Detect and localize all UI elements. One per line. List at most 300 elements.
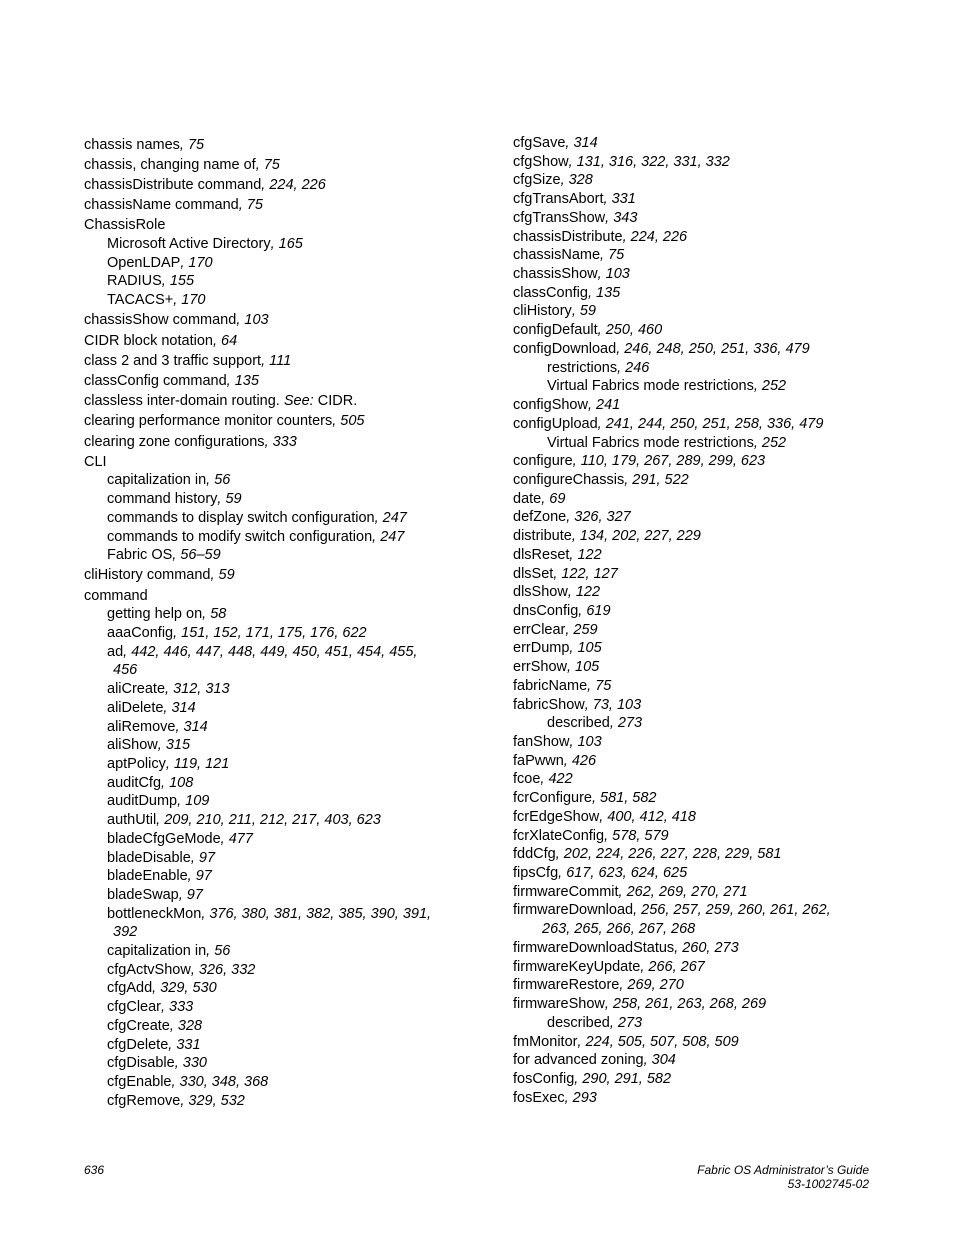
index-entry	[84, 196, 484, 215]
page-references: , 343	[605, 209, 638, 226]
index-entry	[84, 680, 484, 699]
index-term: cfgSize	[513, 172, 561, 189]
index-entry	[513, 377, 893, 396]
index-entry	[513, 920, 893, 939]
index-term: fcrEdgeShow	[513, 808, 600, 825]
index-entry	[84, 412, 484, 431]
index-entry	[513, 171, 893, 190]
page-references: , 266, 267	[640, 958, 705, 975]
index-term: for advanced zoning	[513, 1052, 644, 1069]
index-term: errClear	[513, 621, 566, 638]
index-entry	[84, 755, 484, 774]
index-entry	[513, 621, 893, 640]
page-references: , 224, 226	[261, 176, 326, 193]
index-entry	[84, 311, 484, 330]
page-references: , 330	[174, 1055, 207, 1072]
page-references: , 209, 210, 211, 212, 217, 403, 623	[156, 812, 381, 829]
page-references: 456	[113, 662, 138, 679]
index-entry	[513, 471, 893, 490]
index-term: aptPolicy	[107, 756, 166, 772]
index-term: fanShow	[513, 734, 570, 750]
index-entry	[513, 321, 893, 340]
index-term: Virtual Fabrics mode restrictions	[547, 434, 754, 451]
index-term: CIDR block notation	[84, 332, 213, 349]
page-references: , 122, 127	[553, 565, 618, 582]
index-term: auditCfg	[107, 774, 162, 791]
index-term: classConfig	[513, 284, 588, 301]
index-term: cfgClear	[107, 999, 161, 1016]
page-references: , 69	[541, 490, 566, 507]
index-entry	[513, 864, 893, 883]
index-term: cfgEnable	[107, 1073, 172, 1090]
page-references: , 122	[567, 584, 601, 601]
index-entry	[513, 359, 893, 378]
page-references: , 135	[226, 372, 259, 389]
index-entry	[84, 392, 484, 411]
index-entry	[84, 1017, 484, 1036]
page-references: , 75	[587, 677, 612, 694]
index-term: faPwwn	[513, 752, 564, 769]
index-entry	[84, 433, 484, 452]
index-term: dnsConfig	[513, 602, 579, 619]
index-term: dlsShow	[513, 584, 568, 601]
index-entry	[84, 216, 484, 235]
index-term: bottleneckMon	[107, 905, 202, 922]
page-references: , 315	[157, 737, 191, 754]
page-references: , 97	[178, 886, 203, 903]
index-entry	[84, 961, 484, 980]
page-references: , 581, 582	[591, 790, 657, 807]
index-entry	[84, 176, 484, 195]
index-term: configureChassis	[513, 471, 625, 488]
index-term: CLI	[84, 453, 107, 470]
page-references: , 619	[578, 602, 611, 619]
index-entry	[84, 1054, 484, 1073]
index-entry	[513, 134, 893, 153]
page-references: , 165	[270, 236, 303, 253]
index-entry	[513, 602, 893, 621]
index-entry	[513, 265, 893, 284]
index-entry	[513, 939, 893, 958]
page-references: , 422	[540, 771, 573, 788]
index-term: aliDelete	[107, 699, 164, 716]
page-references: , 131, 316, 322, 331, 332	[568, 153, 730, 170]
page-references: , 250, 460	[597, 322, 663, 339]
index-entry	[513, 639, 893, 658]
index-term: firmwareDownloadStatus	[513, 939, 675, 956]
page-references: , 304	[643, 1052, 676, 1069]
page-references: , 122	[569, 546, 602, 563]
page-references: , 314	[163, 699, 196, 716]
page-references: , 108	[161, 774, 194, 791]
index-term: errDump	[513, 640, 570, 657]
page-references: , 56	[206, 472, 231, 489]
index-term: cfgTransAbort	[513, 191, 604, 208]
page-references: , 241	[587, 397, 621, 414]
page-references: , 312, 313	[165, 681, 230, 698]
page-references: , 273	[609, 1014, 643, 1031]
index-term: described	[547, 1014, 610, 1031]
page-references: , 59	[571, 303, 596, 320]
index-entry	[513, 452, 893, 471]
page-references: , 314	[565, 135, 598, 151]
page-references: , 426	[563, 752, 597, 769]
index-entry	[84, 546, 484, 565]
page-references: , 376, 380, 381, 382, 385, 390, 391,	[201, 905, 432, 922]
page-references: , 314	[175, 718, 208, 735]
index-term: commands to modify switch configuration	[107, 528, 373, 545]
index-term: Microsoft Active Directory	[107, 236, 271, 253]
index-entry	[513, 546, 893, 565]
index-term: cfgSave	[513, 135, 566, 151]
index-term: bladeCfgGeMode	[107, 830, 221, 847]
index-entry	[84, 605, 484, 624]
index-term: restrictions	[547, 359, 618, 376]
index-entry	[513, 770, 893, 789]
index-entry	[84, 471, 484, 490]
index-entry	[84, 528, 484, 547]
page-references: , 155	[161, 273, 195, 290]
page-references: , 262, 269, 270, 271	[618, 883, 748, 900]
doc-number: 53-1002745-02	[787, 1177, 869, 1191]
index-term: chassis names	[84, 136, 180, 153]
page-references: , 170	[180, 254, 213, 271]
page-references: , 246, 248, 250, 251, 336, 479	[616, 340, 810, 357]
index-entry	[513, 527, 893, 546]
page-references: , 224, 505, 507, 508, 509	[577, 1033, 739, 1050]
index-term: fmMonitor	[513, 1033, 578, 1050]
index-entry	[84, 979, 484, 998]
index-entry	[84, 718, 484, 737]
page-references: , 105	[567, 659, 600, 676]
index-entry	[84, 661, 484, 680]
index-entry	[513, 340, 893, 359]
index-entry	[513, 302, 893, 321]
index-term: authUtil	[107, 812, 157, 829]
index-column-right	[513, 134, 893, 1107]
page-references: , 247	[374, 509, 407, 526]
page-references: , 109	[177, 793, 210, 810]
index-entry	[513, 508, 893, 527]
index-term: bladeSwap	[107, 886, 179, 903]
index-term: commands to display switch configuration	[107, 509, 375, 526]
page-references: , 246	[617, 359, 650, 376]
page-references: , 97	[187, 868, 212, 885]
see-target: CIDR.	[317, 393, 358, 410]
index-entry	[84, 942, 484, 961]
page-references: , 135	[587, 284, 621, 301]
index-entry	[84, 509, 484, 528]
index-term: described	[547, 715, 610, 732]
index-term: cfgCreate	[107, 1017, 170, 1034]
index-entry	[84, 905, 484, 924]
index-entry	[513, 901, 893, 920]
index-term: firmwareKeyUpdate	[513, 958, 641, 975]
index-term: chassisShow	[513, 266, 598, 283]
index-entry	[84, 1036, 484, 1055]
index-term: clearing performance monitor counters	[84, 413, 333, 430]
index-term: firmwareDownload	[513, 902, 634, 919]
index-entry	[513, 677, 893, 696]
index-term: cliHistory command	[84, 567, 211, 584]
book-title: Fabric OS Administrator’s Guide	[697, 1163, 869, 1177]
page-references: , 75	[179, 136, 205, 153]
page-references: , 260, 273	[674, 939, 739, 956]
index-term: clearing zone configurations	[84, 433, 265, 450]
index-term: cfgShow	[513, 153, 569, 170]
index-entry	[513, 976, 893, 995]
page-references: , 202, 224, 226, 227, 228, 229, 581	[555, 846, 782, 863]
index-entry	[513, 733, 893, 752]
index-entry	[84, 923, 484, 942]
index-entry	[84, 352, 484, 371]
index-entry	[84, 490, 484, 509]
index-term: cfgActvShow	[107, 961, 191, 978]
page-references: , 59	[210, 567, 235, 584]
page-references: , 269, 270	[619, 977, 684, 994]
page-references: 263, 265, 266, 267, 268	[542, 921, 696, 938]
index-term: fosExec	[513, 1089, 565, 1106]
index-term: configDefault	[513, 322, 598, 339]
page-references: , 56–59	[172, 547, 221, 564]
index-term: command	[84, 587, 148, 604]
index-term: cfgDisable	[107, 1055, 175, 1072]
index-entry	[84, 156, 484, 175]
index-entry	[513, 658, 893, 677]
page-references: , 111	[261, 352, 292, 369]
page-references: , 56	[206, 943, 231, 960]
index-entry	[84, 998, 484, 1017]
see-reference: See:	[283, 393, 314, 410]
page-references: , 256, 257, 259, 260, 261, 262,	[633, 902, 831, 919]
page-number: 636	[84, 1163, 105, 1177]
index-term: cfgTransShow	[513, 209, 606, 226]
page-references: 392	[113, 924, 138, 941]
page-references: , 326, 327	[566, 509, 631, 526]
index-entry	[84, 587, 484, 606]
page-references: , 59	[217, 491, 242, 508]
index-entry	[84, 792, 484, 811]
index-entry	[513, 808, 893, 827]
page-references: , 293	[564, 1089, 597, 1106]
index-term: configDownload	[513, 340, 617, 357]
index-entry	[84, 830, 484, 849]
index-entry	[84, 624, 484, 643]
page-references: , 75	[255, 156, 280, 173]
page-references: , 329, 532	[180, 1092, 245, 1109]
index-term: aliCreate	[107, 681, 166, 698]
index-entry	[513, 752, 893, 771]
page-references: , 103	[597, 266, 630, 283]
page-references: , 328	[560, 172, 593, 189]
index-term: chassisDistribute command	[84, 176, 262, 193]
page-references: , 331	[603, 191, 636, 208]
index-entry	[84, 291, 484, 310]
index-entry	[513, 1051, 893, 1070]
index-term: defZone	[513, 509, 567, 526]
index-entry	[84, 272, 484, 291]
index-entry	[513, 153, 893, 172]
index-term: cfgAdd	[107, 980, 153, 997]
index-term: fcoe	[513, 771, 541, 788]
index-entry	[84, 1073, 484, 1092]
index-column-left	[84, 134, 484, 1110]
index-entry	[513, 845, 893, 864]
index-term: date	[513, 490, 542, 507]
index-term: fosConfig	[513, 1070, 575, 1087]
index-entry	[84, 867, 484, 886]
page-references: , 505	[332, 413, 365, 430]
index-term: RADIUS	[107, 273, 162, 290]
page-references: , 273	[609, 715, 643, 732]
index-term: ChassisRole	[84, 217, 166, 234]
index-entry	[513, 246, 893, 265]
index-entry	[513, 789, 893, 808]
index-entry	[513, 1070, 893, 1089]
index-entry	[513, 696, 893, 715]
index-entry	[513, 1033, 893, 1052]
page-references: , 170	[173, 292, 206, 309]
page-references: , 578, 579	[604, 827, 669, 844]
page-references: , 224, 226	[622, 228, 688, 245]
index-entry	[513, 434, 893, 453]
index-entry	[84, 811, 484, 830]
index-entry	[513, 583, 893, 602]
page-references: , 617, 623, 624, 625	[558, 865, 688, 882]
index-term: Fabric OS	[107, 547, 173, 564]
index-term: TACACS+	[107, 292, 174, 309]
page-references: , 252	[753, 378, 787, 395]
page-references: , 400, 412, 418	[599, 808, 696, 825]
index-term: firmwareCommit	[513, 883, 619, 900]
index-term: distribute	[513, 528, 572, 545]
index-term: bladeEnable	[107, 868, 188, 885]
index-term: cfgDelete	[107, 1036, 169, 1053]
page-references: , 328	[169, 1017, 203, 1034]
index-entry	[84, 332, 484, 351]
index-entry	[513, 995, 893, 1014]
page-references: , 259	[565, 621, 598, 638]
index-term: chassisName command	[84, 197, 239, 214]
index-entry	[513, 490, 893, 509]
index-term: fcrXlateConfig	[513, 827, 605, 844]
page-references: , 105	[569, 640, 602, 657]
index-term: chassisName	[513, 247, 601, 264]
index-entry	[84, 643, 484, 662]
index-term: fcrConfigure	[513, 790, 592, 807]
index-term: bladeDisable	[107, 849, 191, 866]
index-entry	[84, 372, 484, 391]
index-entry	[513, 284, 893, 303]
page-references: , 73, 103	[584, 696, 642, 713]
index-term: cfgRemove	[107, 1092, 181, 1109]
index-entry	[513, 883, 893, 902]
index-entry	[513, 415, 893, 434]
index-term: capitalization in	[107, 472, 207, 489]
index-entry	[84, 774, 484, 793]
index-term: firmwareRestore	[513, 977, 620, 994]
index-term: OpenLDAP	[107, 254, 181, 271]
page-references: , 290, 291, 582	[574, 1070, 672, 1087]
index-term: aliRemove	[107, 718, 176, 735]
index-term: auditDump	[107, 793, 178, 810]
index-term: dlsSet	[513, 565, 554, 582]
index-term: getting help on	[107, 606, 203, 623]
page-references: , 103	[569, 734, 602, 750]
page-references: , 103	[236, 312, 269, 329]
index-term: class 2 and 3 traffic support	[84, 352, 262, 369]
page-references: , 75	[600, 247, 625, 264]
index-entry	[513, 1014, 893, 1033]
page-references: , 247	[372, 528, 405, 545]
index-entry	[513, 827, 893, 846]
index-term: aliShow	[107, 737, 158, 754]
page-references: , 58	[202, 606, 227, 623]
index-entry	[513, 190, 893, 209]
page-references: , 134, 202, 227, 229	[571, 528, 701, 545]
index-term: fabricName	[513, 677, 588, 694]
index-term: command history	[107, 491, 218, 508]
index-term: cliHistory	[513, 303, 572, 320]
index-term: classConfig command	[84, 372, 227, 389]
footer-doc-info	[697, 1163, 869, 1191]
page-references: , 291, 522	[624, 471, 689, 488]
index-entry	[84, 235, 484, 254]
page-references: , 64	[212, 332, 238, 349]
index-entry	[513, 958, 893, 977]
index-entry	[84, 736, 484, 755]
index-entry	[513, 565, 893, 584]
index-term: configShow	[513, 397, 588, 414]
page-references: , 241, 244, 250, 251, 258, 336, 479	[597, 415, 824, 432]
index-entry	[513, 228, 893, 247]
index-entry	[84, 566, 484, 585]
page-references: , 75	[238, 197, 263, 214]
page-references: , 252	[753, 434, 787, 451]
index-term: fabricShow	[513, 696, 585, 713]
page-references: , 477	[220, 830, 253, 847]
index-term: chassisShow command	[84, 312, 237, 329]
index-term: chassisDistribute	[513, 228, 623, 245]
index-entry	[513, 1089, 893, 1108]
page-references: , 333	[264, 433, 297, 450]
page-references: , 119, 121	[165, 756, 230, 772]
index-entry	[84, 886, 484, 905]
page-references: , 442, 446, 447, 448, 449, 450, 451, 454, 455,	[123, 643, 418, 660]
index-term: errShow	[513, 659, 567, 676]
index-entry	[513, 714, 893, 733]
index-entry	[84, 699, 484, 718]
page-references: , 333	[161, 999, 194, 1016]
index-entry	[84, 254, 484, 273]
page-references: , 258, 261, 263, 268, 269	[604, 996, 767, 1013]
page-references: , 110, 179, 267, 289, 299, 623	[572, 453, 766, 470]
index-term: dlsReset	[513, 546, 570, 563]
index-entry	[84, 136, 484, 155]
page-references: , 330, 348, 368	[171, 1073, 269, 1090]
index-term: configUpload	[513, 415, 598, 432]
index-term: chassis, changing name of	[84, 156, 256, 173]
index-entry	[84, 849, 484, 868]
page-references: , 326, 332	[190, 961, 256, 978]
index-term: fipsCfg	[513, 865, 559, 882]
page-references: , 151, 152, 171, 175, 176, 622	[173, 625, 367, 642]
index-entry	[84, 453, 484, 472]
index-term: aaaConfig	[107, 625, 174, 642]
index-term: capitalization in	[107, 943, 207, 960]
index-term: ad	[107, 643, 124, 660]
index-term: firmwareShow	[513, 996, 605, 1013]
